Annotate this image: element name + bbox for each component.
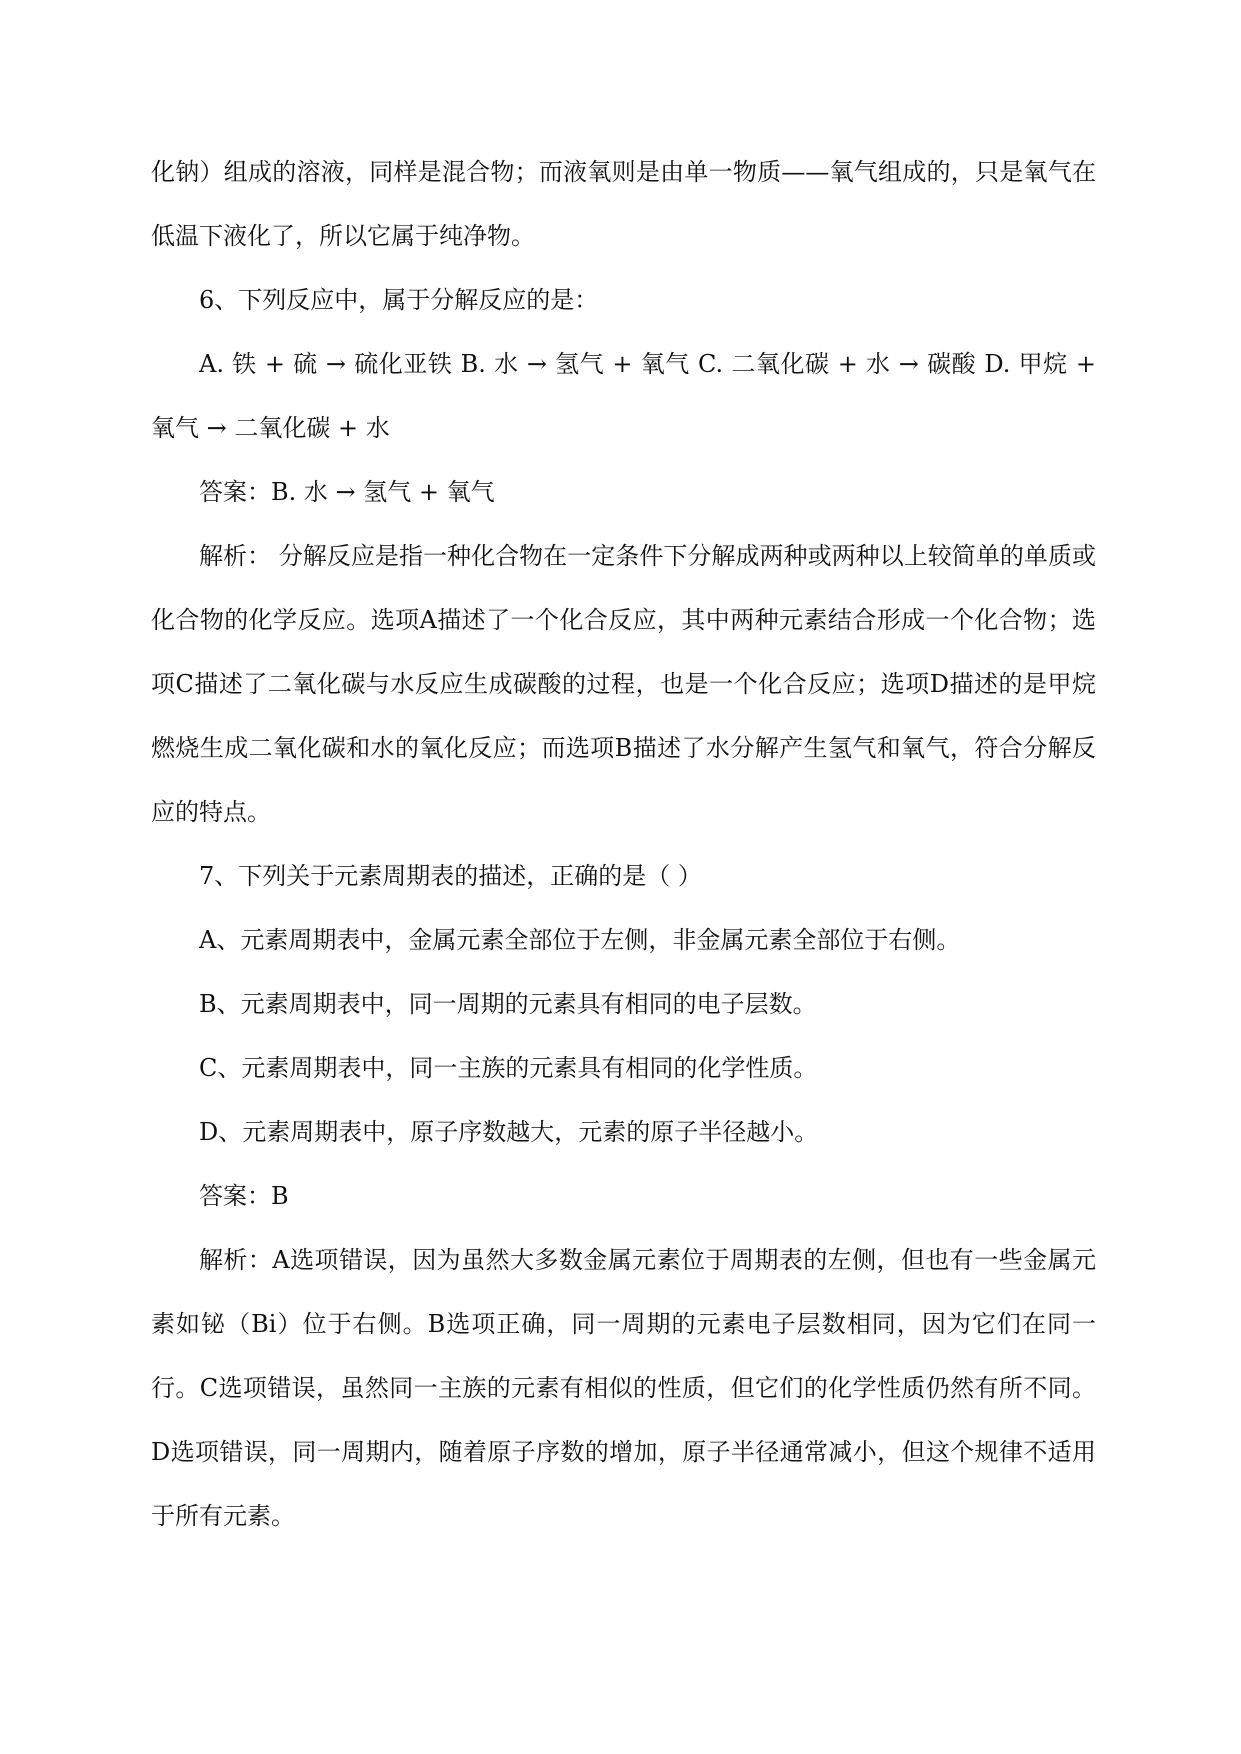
question-6: 6、下列反应中，属于分解反应的是： <box>199 286 599 314</box>
question-7-analysis: 解析：A选项错误，因为虽然大多数金属元素位于周期表的左侧，但也有一些金属元素如铋（Bi）位于右侧。B选项正确，同一周期的元素电子层数相同，因为它们在同一行。C选项错误，虽然同一主族的元素有相似的性质，但它们的化学性质仍然有所不同。D选项错误，同一周期内，随着原子序数的增加，原子半径通常减小，但这个规律不适用于所有元素。 <box>151 1246 1096 1530</box>
question-7-option-b: B、元素周期表中，同一周期的元素具有相同的电子层数。 <box>199 990 817 1018</box>
question-7-option-d: D、元素周期表中，原子序数越大，元素的原子半径越小。 <box>199 1118 819 1146</box>
question-6-options: A. 铁 + 硫 → 硫化亚铁 B. 水 → 氢气 + 氧气 C. 二氧化碳 + 水 → 碳酸 D. 甲烷 + 氧气 → 二氧化碳 + 水 <box>151 350 1096 442</box>
document-body <box>151 140 1096 1548</box>
question-6-answer: 答案：B. 水 → 氢气 + 氧气 <box>199 478 495 506</box>
paragraph-continuation: 化钠）组成的溶液，同样是混合物；而液氧则是由单一物质——氧气组成的，只是氧气在低温下液化了，所以它属于纯净物。 <box>151 158 1096 250</box>
question-7-option-a: A、元素周期表中，金属元素全部位于左侧，非金属元素全部位于右侧。 <box>199 926 961 954</box>
question-6-analysis: 解析： 分解反应是指一种化合物在一定条件下分解成两种或两种以上较简单的单质或化合物的化学反应。选项A描述了一个化合反应，其中两种元素结合形成一个化合物；选项C描述了二氧化碳与水反应生成碳酸的过程，也是一个化合反应；选项D描述的是甲烷燃烧生成二氧化碳和水的氧化反应；而选项B描述了水分解产生氢气和氧气，符合分解反应的特点。 <box>151 542 1096 826</box>
question-7-answer: 答案：B <box>199 1182 289 1210</box>
question-7-option-c: C、元素周期表中，同一主族的元素具有相同的化学性质。 <box>199 1054 818 1082</box>
question-7: 7、下列关于元素周期表的描述，正确的是（ ） <box>199 862 702 890</box>
